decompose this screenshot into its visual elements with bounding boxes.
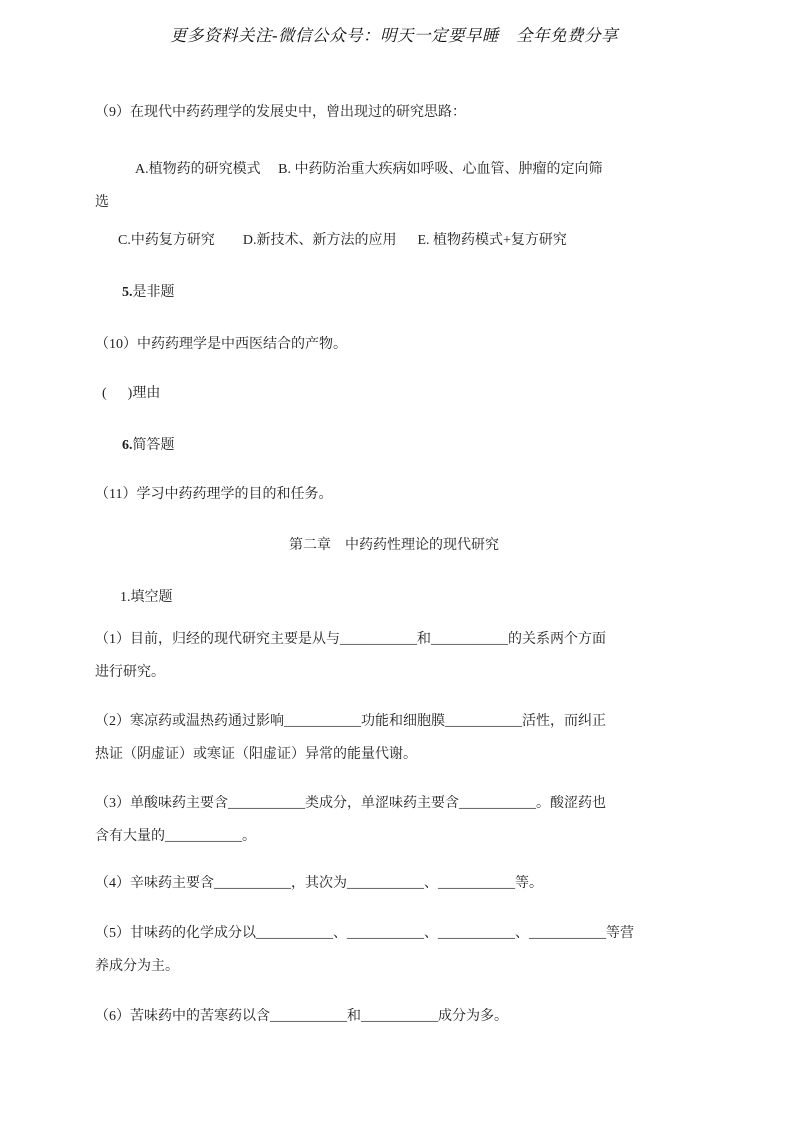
section-1-heading: 1.填空题 bbox=[120, 590, 173, 605]
options-a-b-line-1: A.植物药的研究模式 B. 中药防治重大疾病如呼吸、心血管、肿瘤的定向筛 bbox=[135, 162, 603, 177]
section-6-title: 简答题 bbox=[132, 438, 175, 453]
section-5-heading bbox=[95, 276, 693, 309]
question-5-line-2: 养成分为主。 bbox=[95, 959, 179, 974]
question-1-line-1: （1）目前，归经的现代研究主要是从与___________和___________的关系两个方面 bbox=[95, 632, 606, 647]
question-5-line-1: （5）甘味药的化学成分以___________、___________、___________、___________等营 bbox=[95, 926, 634, 941]
options-a-b-line-2: 选 bbox=[95, 195, 109, 210]
section-5-title: 是非题 bbox=[132, 285, 175, 300]
question-3-block bbox=[95, 787, 693, 853]
options-c-d-e: C.中药复方研究 D.新技术、新方法的应用 E. 植物药模式+复方研究 bbox=[118, 233, 567, 248]
question-2-line-2: 热证（阴虚证）或寒证（阳虚证）异常的能量代谢。 bbox=[95, 747, 417, 762]
question-10: （10）中药药理学是中西医结合的产物。 bbox=[95, 337, 347, 352]
question-2-line-1: （2）寒凉药或温热药通过影响___________功能和细胞膜___________活性，而纠正 bbox=[95, 714, 606, 729]
question-3-line-2: 含有大量的___________。 bbox=[95, 829, 256, 844]
question-3-line-1: （3）单酸味药主要含___________类成分，单涩味药主要含___________。酸涩药也 bbox=[95, 796, 606, 811]
question-4: （4）辛味药主要含___________，其次为___________、___________等。 bbox=[95, 876, 543, 891]
chapter-2-title: 第二章 中药药性理论的现代研究 bbox=[289, 538, 499, 553]
question-9: （9）在现代中药药理学的发展史中，曾出现过的研究思路： bbox=[95, 105, 466, 120]
section-5-number: 5. bbox=[122, 285, 133, 300]
question-2-block bbox=[95, 705, 693, 771]
question-6: （6）苦味药中的苦寒药以含___________和___________成分为多。 bbox=[95, 1009, 508, 1024]
true-false-answer-reason-line: ( )理由 bbox=[102, 386, 161, 401]
promo-header: 更多资料关注-微信公众号：明天一定要早睡 全年免费分享 bbox=[170, 26, 618, 45]
section-6-number: 6. bbox=[122, 438, 133, 453]
question-5-block bbox=[95, 917, 693, 983]
question-1-line-2: 进行研究。 bbox=[95, 665, 165, 680]
question-1-block bbox=[95, 623, 693, 689]
options-a-b-block bbox=[95, 153, 693, 219]
section-6-heading bbox=[95, 429, 693, 462]
question-11: （11）学习中药药理学的目的和任务。 bbox=[95, 487, 333, 502]
